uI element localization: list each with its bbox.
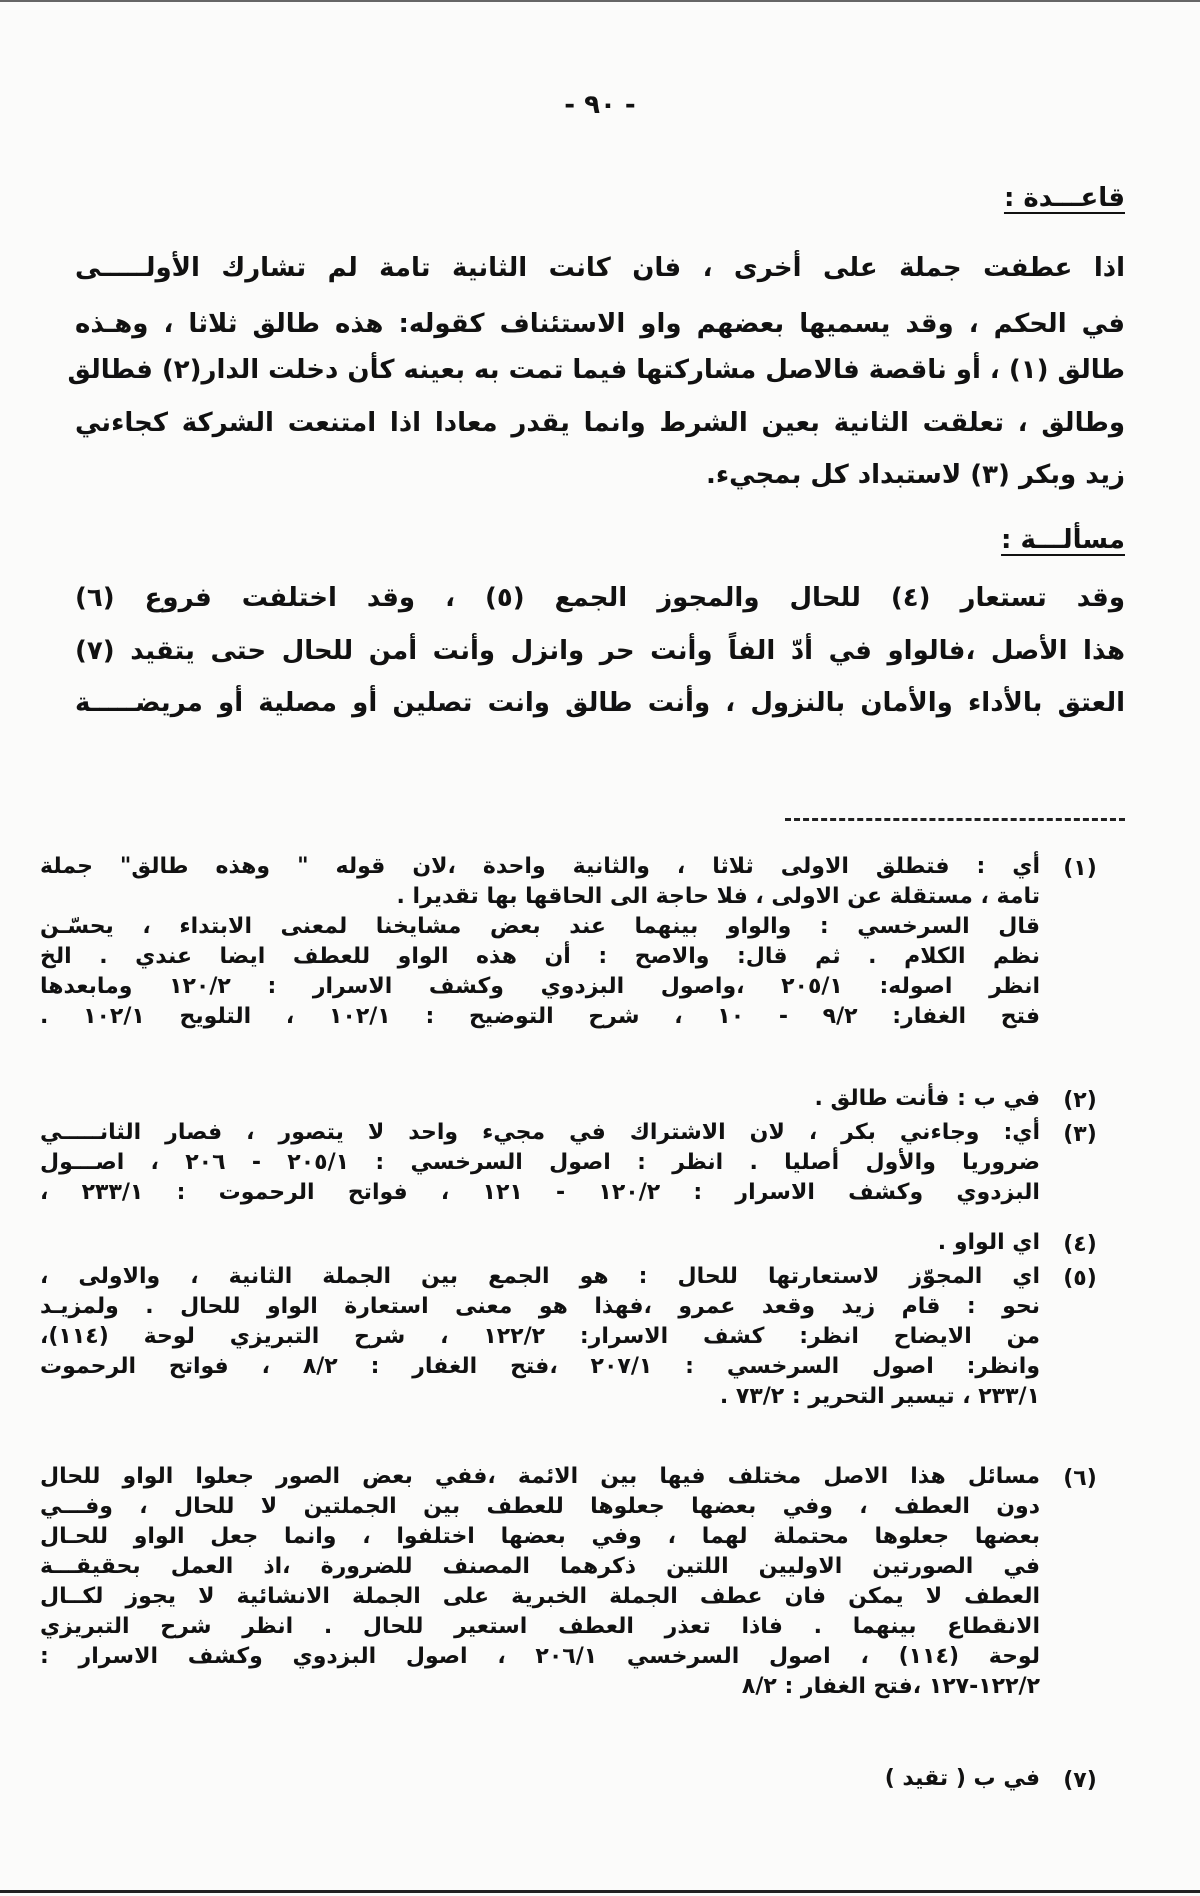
footnote-line: دون العطف ، وفي بعضها جعلوها للعطف بين الجملتين لا للحال ، وفـــي	[40, 1494, 1040, 1519]
footnote-line: بعضها جعلوها محتملة لهما ، وفي بعضها اختلفوا ، وانما جعل الواو للحـال	[40, 1524, 1040, 1549]
footnote-6	[40, 1462, 1120, 1702]
rule-line-4: وطالق ، تعلقت الثانية بعين الشرط وانما يقدر معادا اذا امتنعت الشركة كجاءني	[75, 408, 1125, 438]
footnote-line: من الايضاح انظر: كشف الاسرار: ١٢٢/٢ ، شرح التبريزي لوحة (١١٤)،	[40, 1324, 1040, 1349]
footnote-line: العطف لا يمكن فان عطف الجملة الخبرية على الجملة الانشائية لا يجوز لكــال	[40, 1584, 1040, 1609]
footnote-2	[40, 1084, 1120, 1118]
footnote-line: تامة ، مستقلة عن الاولى ، فلا حاجة الى الحاقها بها تقديرا .	[396, 884, 1040, 909]
footnote-line: وانظر: اصول السرخسي : ٢٠٧/١ ،فتح الغفار : ٨/٢ ، فواتح الرحموت	[40, 1354, 1041, 1379]
footnote-line: انظر اصوله: ٢٠٥/١ ،واصول البزدوي وكشف الاسرار : ١٢٠/٢ ومابعدها	[40, 974, 1040, 999]
footnote-number: (٢)	[1063, 1088, 1097, 1113]
footnote-4	[40, 1228, 1120, 1262]
footnote-line: لوحة (١١٤) ، اصول السرخسي ٢٠٦/١ ، اصول البزدوي وكشف الاسرار :	[40, 1644, 1040, 1669]
rule-line-1: اذا عطفت جملة على أخرى ، فان كانت الثانية تامة لم تشارك الأولـــــى	[75, 253, 1125, 283]
footnote-line: فتح الغفار: ٩/٢ - ١٠ ، شرح التوضيح : ١٠٢/١ ، التلويح ١٠٢/١ .	[40, 1004, 1040, 1029]
footnote-line: مسائل هذا الاصل مختلف فيها بين الائمة ،ففي بعض الصور جعلوا الواو للحال	[40, 1464, 1040, 1489]
footnote-line: في ب ( تقيد )	[884, 1766, 1040, 1791]
footnote-number: (٤)	[1063, 1232, 1097, 1257]
footnote-number: (٧)	[1063, 1768, 1097, 1793]
footnote-line: ١٢٢/٢-١٢٧ ،فتح الغفار : ٨/٢	[741, 1674, 1040, 1699]
footnote-3	[40, 1118, 1120, 1208]
top-border	[0, 0, 1200, 2]
footnote-line: ٢٣٣/١ ، تيسير التحرير : ٧٣/٢ .	[719, 1384, 1040, 1409]
footnote-line: قال السرخسي : والواو بينهما عند بعض مشايخنا لمعنى الابتداء ، يحسّـن	[40, 914, 1040, 939]
footnote-7	[40, 1764, 1120, 1798]
footnote-line: الانقطاع بينهما . فاذا تعذر العطف استعير للحال . انظر شرح التبريزي	[40, 1614, 1040, 1639]
footnote-line: في ب : فأنت طالق .	[814, 1086, 1040, 1111]
issue-line-1: وقد تستعار (٤) للحال والمجوز الجمع (٥) ، وقد اختلفت فروع (٦)	[75, 583, 1125, 613]
rule-line-5: زيد وبكر (٣) لاستبداد كل بمجيء.	[705, 460, 1125, 490]
footnote-line: البزدوي وكشف الاسرار : ١٢٠/٢ - ١٢١ ، فواتح الرحموت : ٢٣٣/١ ،	[40, 1180, 1040, 1205]
rule-line-2: في الحكم ، وقد يسميها بعضهم واو الاستئناف كقوله: هذه طالق ثلاثا ، وهـذه	[75, 309, 1125, 339]
issue-line-2: هذا الأصل ،فالواو في أدّ الفاً وأنت حر وانزل وأنت أمن للحال حتى يتقيد (٧)	[75, 636, 1125, 666]
rule-line-3: طالق (١) ، أو ناقصة فالاصل مشاركتها فيما تمت به بعينه كأن دخلت الدار(٢) فطالق	[67, 355, 1125, 385]
footnote-line: اي الواو .	[937, 1230, 1040, 1255]
footnote-number: (٣)	[1063, 1122, 1097, 1147]
bottom-border	[0, 1890, 1200, 1893]
page-number: - ٩٠ -	[564, 90, 636, 120]
footnote-line: أي: وجاءني بكر ، لان الاشتراك في مجيء واحد لا يتصور ، فصار الثانـــــي	[40, 1120, 1040, 1145]
footnote-line: في الصورتين الاوليين اللتين ذكرهما المصنف للضرورة ،اذ العمل بحقيقـــة	[40, 1554, 1040, 1579]
footnote-number: (١)	[1063, 856, 1097, 881]
footnote-5	[40, 1262, 1120, 1412]
footnote-1	[40, 852, 1120, 1032]
issue-line-3: العتق بالأداء والأمان بالنزول ، وأنت طالق وانت تصلين أو مصلية أو مريضـــــة	[75, 688, 1125, 718]
footnote-line: نظم الكلام . ثم قال: والاصح : أن هذه الواو للعطف ايضا عندي . الخ	[40, 944, 1040, 969]
footnote-separator	[785, 818, 1125, 821]
issue-heading: مسألـــة :	[1001, 525, 1125, 555]
rule-heading: قاعـــدة :	[1003, 183, 1125, 213]
footnote-number: (٦)	[1063, 1466, 1097, 1491]
footnote-line: اي المجوّز لاستعارتها للحال : هو الجمع بين الجملة الثانية ، والاولى ،	[40, 1264, 1040, 1289]
footnote-line: نحو : قام زيد وقعد عمرو ،فهذا هو معنى استعارة الواو للحال . ولمزيـد	[40, 1294, 1040, 1319]
footnote-number: (٥)	[1063, 1266, 1097, 1291]
footnote-line: ضروريا والأول أصليا . انظر : اصول السرخسي : ٢٠٥/١ - ٢٠٦ ، اصـــول	[40, 1150, 1040, 1175]
footnote-line: أي : فتطلق الاولى ثلاثا ، والثانية واحدة ،لان قوله " وهذه طالق" جملة	[40, 854, 1040, 879]
